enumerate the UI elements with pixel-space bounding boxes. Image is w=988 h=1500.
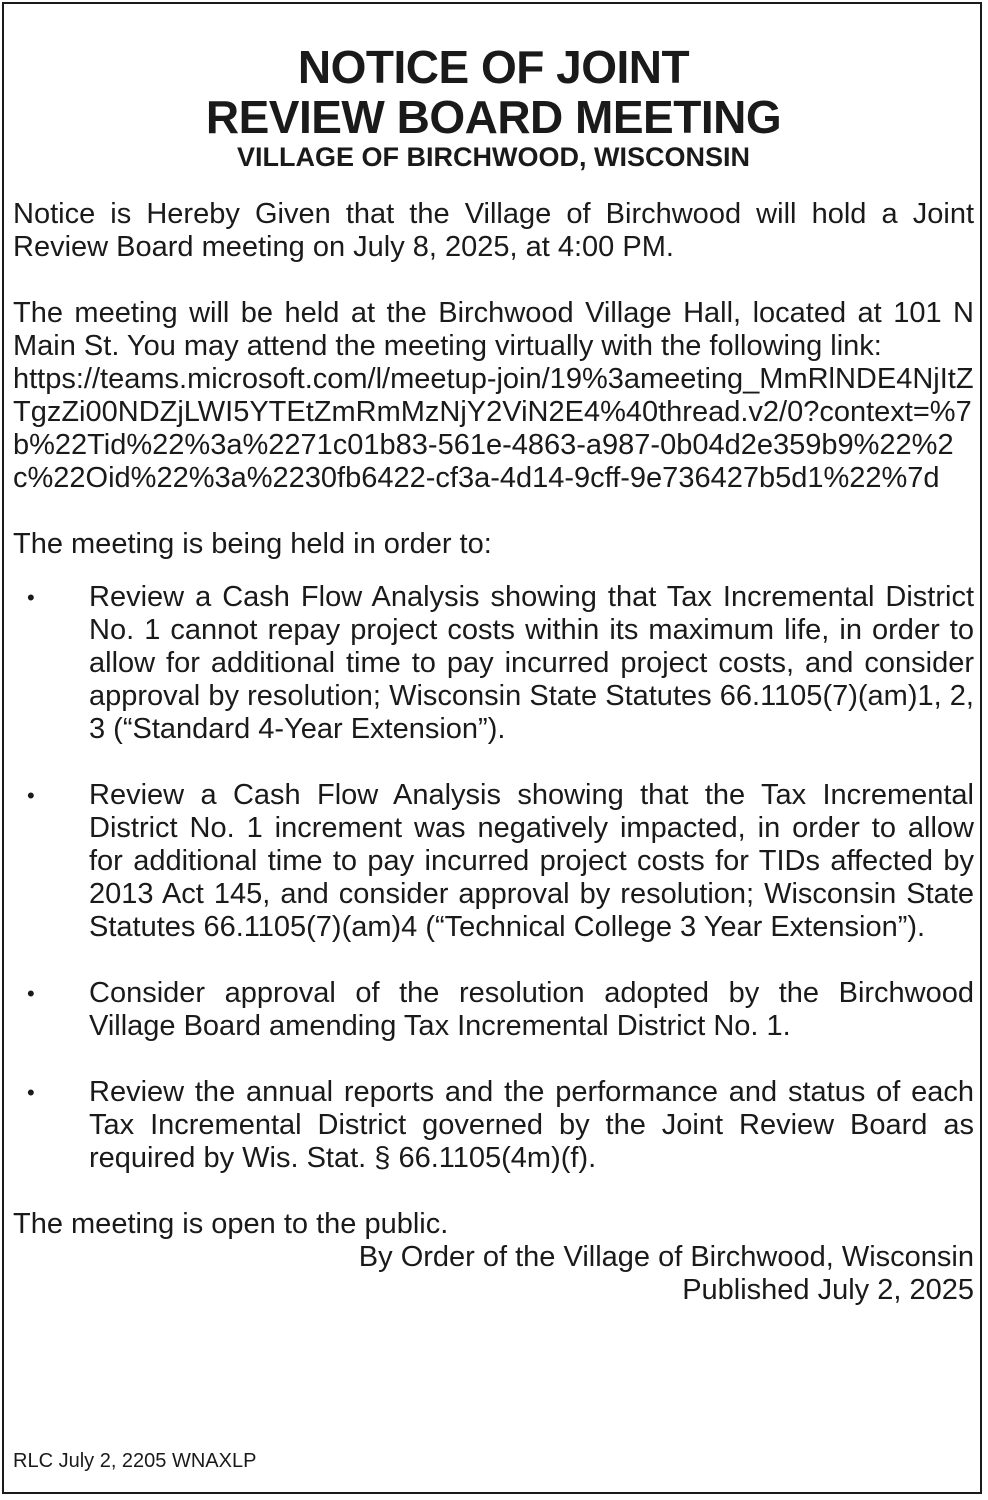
- footer-code: RLC July 2, 2205 WNAXLP: [13, 1450, 257, 1472]
- notice-body: [13, 42, 974, 1307]
- title-line-2: REVIEW BOARD MEETING: [205, 91, 782, 143]
- paragraph-meeting-date: Notice is Hereby Given that the Village of Birchwood will hold a Joint Review Board meeting on July 8, 2025, at 4:00 PM.: [13, 198, 974, 263]
- agenda-item-text: Review the annual reports and the performance and status of each Tax Incremental District governed by the Joint Review Board as required by Wis. Stat. § 66.1105(4m)(f).: [89, 1076, 974, 1174]
- signature-line: By Order of the Village of Birchwood, Wisconsin: [358, 1241, 974, 1273]
- agenda-item-text: Review a Cash Flow Analysis showing that the Tax Incremental District No. 1 increment was negatively impacted, in order to allow for additional time to pay incurred project costs for TIDs affected by 2013 Act 145, and consider approval by resolution; Wisconsin State Statutes 66.1105(7)(am)4 (“Technical College 3 Year Extension”).: [89, 779, 974, 943]
- agenda-item: [13, 977, 974, 1043]
- bullet-icon: •: [27, 981, 35, 1006]
- bullet-icon: •: [27, 585, 35, 610]
- paragraph-purpose: The meeting is being held in order to:: [13, 528, 492, 560]
- paragraph-location: The meeting will be held at the Birchwood Village Hall, located at 101 N Main St. You may attend the meeting virtually with the following link:: [13, 297, 974, 362]
- agenda-item: [13, 581, 974, 746]
- published-date: Published July 2, 2025: [682, 1274, 974, 1306]
- bullet-icon: •: [27, 1080, 35, 1105]
- agenda-list: [13, 581, 974, 1175]
- agenda-item: [13, 1076, 974, 1175]
- closing-statement: The meeting is open to the public.: [13, 1208, 449, 1240]
- title-line-1: NOTICE OF JOINT: [297, 41, 690, 93]
- meeting-link[interactable]: https://teams.microsoft.com/l/meetup-join/19%3ameeting_MmRlNDE4NjItZTgzZi00NDZjLWI5YTEtZmRmMzNjY2ViN2E4%40thread.v2/0?context=%7b%22Tid%22%3a%2271c01b83-561e-4863-a987-0b04d2e359b9%22%2c%22Oid%22%3a%2230fb6422-cf3a-4d14-9cff-9e736427b5d1%22%7d: [13, 363, 974, 494]
- bullet-icon: •: [27, 783, 35, 808]
- subtitle: VILLAGE OF BIRCHWOOD, WISCONSIN: [237, 142, 750, 172]
- agenda-item-text: Consider approval of the resolution adopted by the Birchwood Village Board amending Tax Incremental District No. 1.: [89, 977, 974, 1042]
- agenda-item: [13, 779, 974, 944]
- agenda-item-text: Review a Cash Flow Analysis showing that Tax Incremental District No. 1 cannot repay project costs within its maximum life, in order to allow for additional time to pay incurred project costs, and consider approval by resolution; Wisconsin State Statutes 66.1105(7)(am)1, 2, 3 (“Standard 4-Year Extension”).: [89, 581, 974, 745]
